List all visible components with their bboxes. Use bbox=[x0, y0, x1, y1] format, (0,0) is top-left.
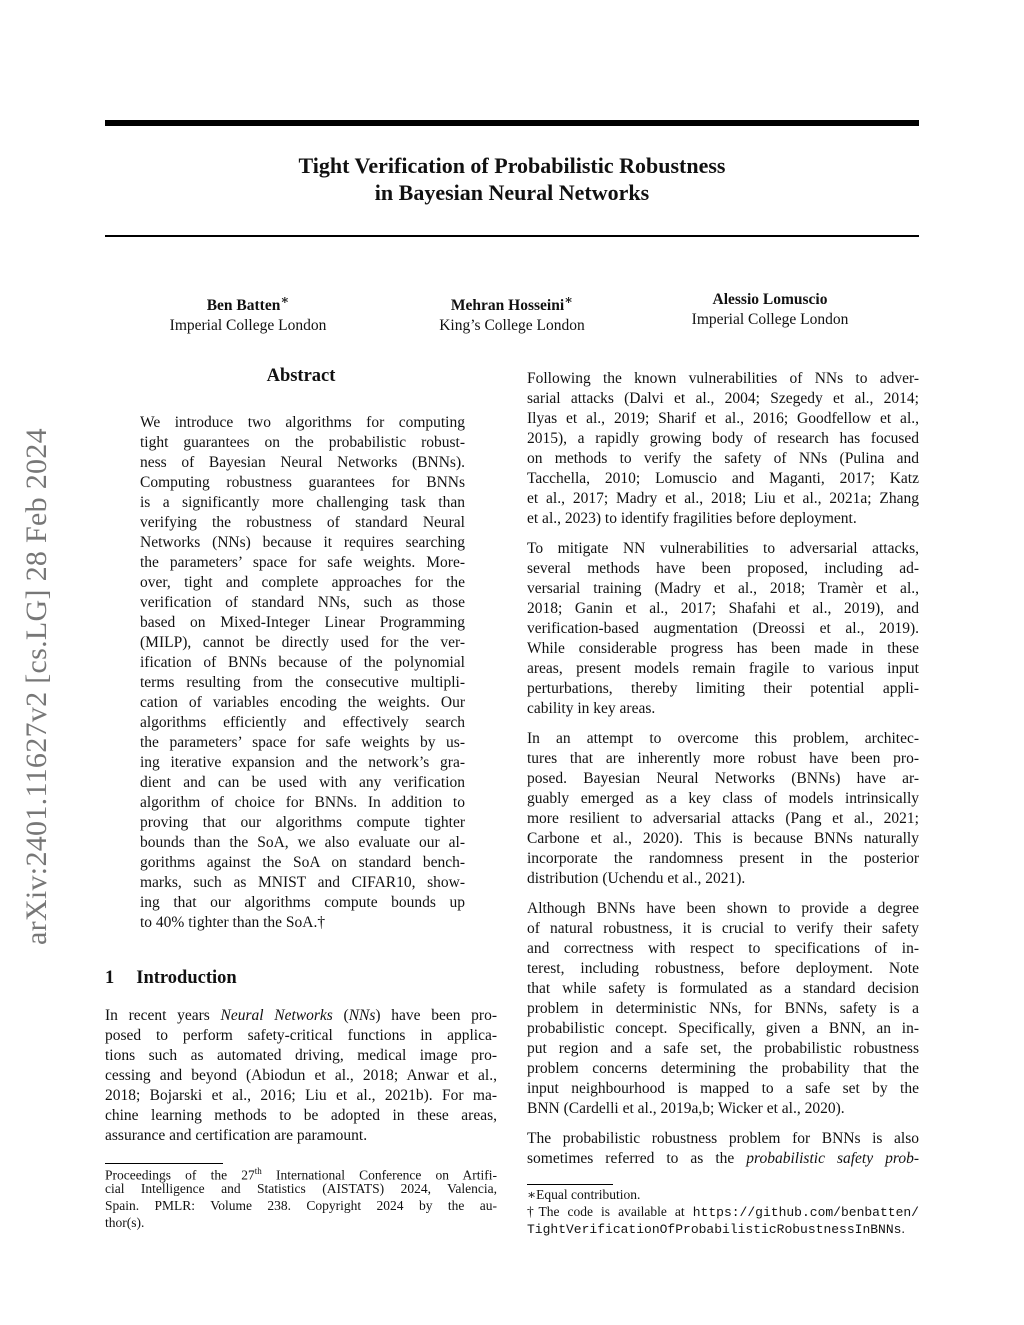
text-line: Tacchella, 2010; Lomuscio and Maganti, 2017; Katz bbox=[527, 470, 919, 487]
author-mark: ∗ bbox=[564, 292, 574, 307]
text-line: 2018; Bojarski et al., 2016; Liu et al., 2021b). For ma- bbox=[105, 1087, 497, 1104]
text-line: probabilistic concept. Specifically, given a BNN, an in- bbox=[527, 1020, 919, 1037]
text-line: cessing and beyond (Abiodun et al., 2018; Anwar et al., bbox=[105, 1067, 497, 1084]
author-name: Mehran Hosseini bbox=[450, 297, 565, 315]
text-line: verifying the robustness of standard Neural bbox=[140, 514, 465, 531]
text-line: problem in deterministic NNs, for BNNs, safety is a bbox=[527, 1000, 919, 1017]
text-line: to 40% tighter than the SoA.† bbox=[140, 914, 326, 931]
author-mark: ∗ bbox=[280, 292, 290, 307]
body-paragraph bbox=[527, 1129, 919, 1169]
text-line: put region and a safe set, the probabilistic robustness bbox=[527, 1040, 919, 1057]
text-line: Ilyas et al., 2019; Sharif et al., 2016; Goodfellow et al., bbox=[527, 410, 919, 427]
text-line: algorithm of choice for BNNs. In addition to bbox=[140, 794, 465, 811]
text-line: assurance and certification are paramount. bbox=[105, 1127, 368, 1144]
author-name: Ben Batten bbox=[206, 297, 281, 315]
abstract-heading: Abstract bbox=[266, 366, 336, 386]
text-line: verification-based augmentation (Dreossi et al., 2019). bbox=[527, 620, 919, 637]
text-line: To mitigate NN vulnerabilities to adversarial attacks, bbox=[527, 540, 919, 557]
text-line: Following the known vulnerabilities of NNs to adver- bbox=[527, 370, 919, 387]
text-line: gorithms against the SoA on standard bench- bbox=[140, 854, 465, 871]
proceedings-footnote bbox=[105, 1163, 497, 1231]
text-line: sometimes referred to as the probabilistic safety prob- bbox=[527, 1150, 919, 1167]
text-line: areas, present models remain fragile to various input bbox=[527, 660, 919, 677]
text-line: based on Mixed-Integer Linear Programming bbox=[140, 614, 465, 631]
text-line: verification of standard NNs, such as those bbox=[140, 594, 465, 611]
text-line: chine learning methods to be adopted in these areas, bbox=[105, 1107, 497, 1124]
author-affiliation: Imperial College London bbox=[691, 311, 849, 328]
text-line: perturbations, thereby limiting their potential appli- bbox=[527, 680, 919, 697]
text-line: input neighbourhood is mapped to a safe set by the bbox=[527, 1080, 919, 1097]
text-line: (MILP), cannot be directly used for the ver- bbox=[140, 634, 465, 651]
text-line: the parameters’ space for safe weights. More- bbox=[140, 554, 465, 571]
code-link[interactable]: https://github.com/benbatten/ bbox=[692, 1205, 919, 1220]
text-line: ing that our algorithms compute bounds up bbox=[140, 894, 465, 911]
text-line: distribution (Uchendu et al., 2021). bbox=[527, 870, 746, 887]
title-line: Tight Verification of Probabilistic Robustness bbox=[298, 153, 726, 178]
section-number: 1 bbox=[105, 968, 115, 988]
text-line: several methods have been proposed, including ad- bbox=[527, 560, 919, 577]
text-line: cability in key areas. bbox=[527, 700, 656, 717]
text-line: tight guarantees on the probabilistic robust- bbox=[140, 434, 465, 451]
text-line: the parameters’ space for safe weights by us- bbox=[140, 734, 465, 751]
text-line: In an attempt to overcome this problem, architec- bbox=[527, 730, 919, 747]
text-line: In recent years Neural Networks (NNs) have been pro- bbox=[105, 1007, 497, 1024]
text-line: proving that our algorithms compute tighter bbox=[140, 814, 465, 831]
footnote-code-text: †The code is available at bbox=[527, 1204, 693, 1219]
paper-title bbox=[105, 152, 919, 206]
author-1 bbox=[118, 290, 378, 336]
author-name: Alessio Lomuscio bbox=[712, 291, 828, 308]
text-line: and correctness with respect to specifications of in- bbox=[527, 940, 919, 957]
text-line: Networks (NNs) because it requires searching bbox=[140, 534, 465, 551]
author-2 bbox=[382, 290, 642, 336]
author-3 bbox=[640, 290, 900, 330]
body-paragraph bbox=[527, 369, 919, 529]
author-affiliation: King’s College London bbox=[439, 317, 585, 335]
text-line: We introduce two algorithms for computing bbox=[140, 414, 465, 431]
body-paragraph bbox=[527, 899, 919, 1119]
text-line: ification of BNNs because of the polynomial bbox=[140, 654, 465, 671]
text-line: Spain. PMLR: Volume 238. Copyright 2024 by the au- bbox=[105, 1198, 497, 1213]
section-title: Introduction bbox=[136, 968, 237, 988]
text-line: While considerable progress has been made in these bbox=[527, 640, 919, 657]
abstract-text bbox=[140, 413, 465, 933]
text-line: Carbone et al., 2020). This is because BNNs naturally bbox=[527, 830, 919, 847]
body-paragraph bbox=[527, 539, 919, 719]
text-line: The probabilistic robustness problem for BNNs is also bbox=[527, 1130, 919, 1147]
text-line: posed. Bayesian Neural Networks (BNNs) have ar- bbox=[527, 770, 919, 787]
text-line: 2018; Ganin et al., 2017; Shafahi et al., 2019), and bbox=[527, 600, 919, 617]
text-line: dient and can be used with any verification bbox=[140, 774, 465, 791]
footnote-code-cont bbox=[527, 1220, 919, 1237]
text-line: algorithms efficiently and effectively search bbox=[140, 714, 465, 731]
title-line: in Bayesian Neural Networks bbox=[374, 180, 650, 205]
code-link-cont[interactable]: TightVerificationOfProbabilisticRobustnessInBNNs bbox=[527, 1222, 902, 1237]
title-bottom-rule bbox=[105, 235, 919, 237]
footnote-period: . bbox=[901, 1221, 905, 1236]
text-line: terms resulting from the consecutive multipli- bbox=[140, 674, 465, 691]
text-line: ing iterative expansion and the network’s gra- bbox=[140, 754, 465, 771]
arxiv-identifier: arXiv:2401.11627v2 [cs.LG] 28 Feb 2024 bbox=[20, 428, 53, 945]
text-line: marks, such as MNIST and CIFAR10, show- bbox=[140, 874, 465, 891]
title-top-rule bbox=[105, 120, 919, 126]
text-line: tures that are inherently more robust have been pro- bbox=[527, 750, 919, 767]
footnotes-right bbox=[527, 1186, 919, 1237]
text-line: cation of variables encoding the weights. Our bbox=[140, 694, 465, 711]
footnote-code bbox=[527, 1203, 919, 1220]
text-line: bounds than the SoA, we also evaluate our al- bbox=[140, 834, 465, 851]
body-paragraph bbox=[527, 729, 919, 889]
text-line: of natural robustness, it is crucial to verify their safety bbox=[527, 920, 919, 937]
section-heading bbox=[105, 968, 237, 989]
text-line: tions such as automated driving, medical image pro- bbox=[105, 1047, 497, 1064]
text-line: et al., 2017; Madry et al., 2018; Liu et al., 2021a; Zhang bbox=[527, 490, 919, 507]
text-line: versarial training (Madry et al., 2018; Tramèr et al., bbox=[527, 580, 919, 597]
text-line: BNN (Cardelli et al., 2019a,b; Wicker et al., 2020). bbox=[527, 1100, 845, 1117]
footnote-equal-contribution: ∗Equal contribution. bbox=[527, 1187, 641, 1202]
text-line: Although BNNs have been shown to provide a degree bbox=[527, 900, 919, 917]
text-line: Proceedings of the 27th International Conference on Artifi- bbox=[105, 1166, 497, 1183]
text-line: Computing robustness guarantees for BNNs bbox=[140, 474, 465, 491]
text-line: 2015), a rapidly growing body of research has focused bbox=[527, 430, 919, 447]
footnote-rule-right bbox=[527, 1184, 613, 1185]
text-line: cial Intelligence and Statistics (AISTATS) 2024, Valencia, bbox=[105, 1181, 497, 1196]
text-line: more resilient to adversarial attacks (Pang et al., 2021; bbox=[527, 810, 919, 827]
text-line: thor(s). bbox=[105, 1215, 145, 1230]
text-line: guably emerged as a key class of models intrinsically bbox=[527, 790, 919, 807]
author-affiliation: Imperial College London bbox=[169, 317, 327, 335]
text-line: posed to perform safety-critical functions in applica- bbox=[105, 1027, 497, 1044]
intro-paragraph bbox=[105, 1006, 497, 1146]
text-line: on methods to verify the safety of NNs (Pulina and bbox=[527, 450, 919, 467]
text-line: et al., 2023) to identify fragilities before deployment. bbox=[527, 510, 857, 527]
text-line: ness of Bayesian Neural Networks (BNNs). bbox=[140, 454, 465, 471]
text-line: is a significantly more challenging task than bbox=[140, 494, 465, 511]
text-line: terest, including robustness, before deployment. Note bbox=[527, 960, 919, 977]
text-line: sarial attacks (Dalvi et al., 2004; Szegedy et al., 2014; bbox=[527, 390, 919, 407]
text-line: that while safety is formulated as a standard decision bbox=[527, 980, 919, 997]
text-line: incorporate the randomness present in the posterior bbox=[527, 850, 919, 867]
text-line: problem concerns determining the probability that the bbox=[527, 1060, 919, 1077]
text-line: over, tight and complete approaches for the bbox=[140, 574, 465, 591]
